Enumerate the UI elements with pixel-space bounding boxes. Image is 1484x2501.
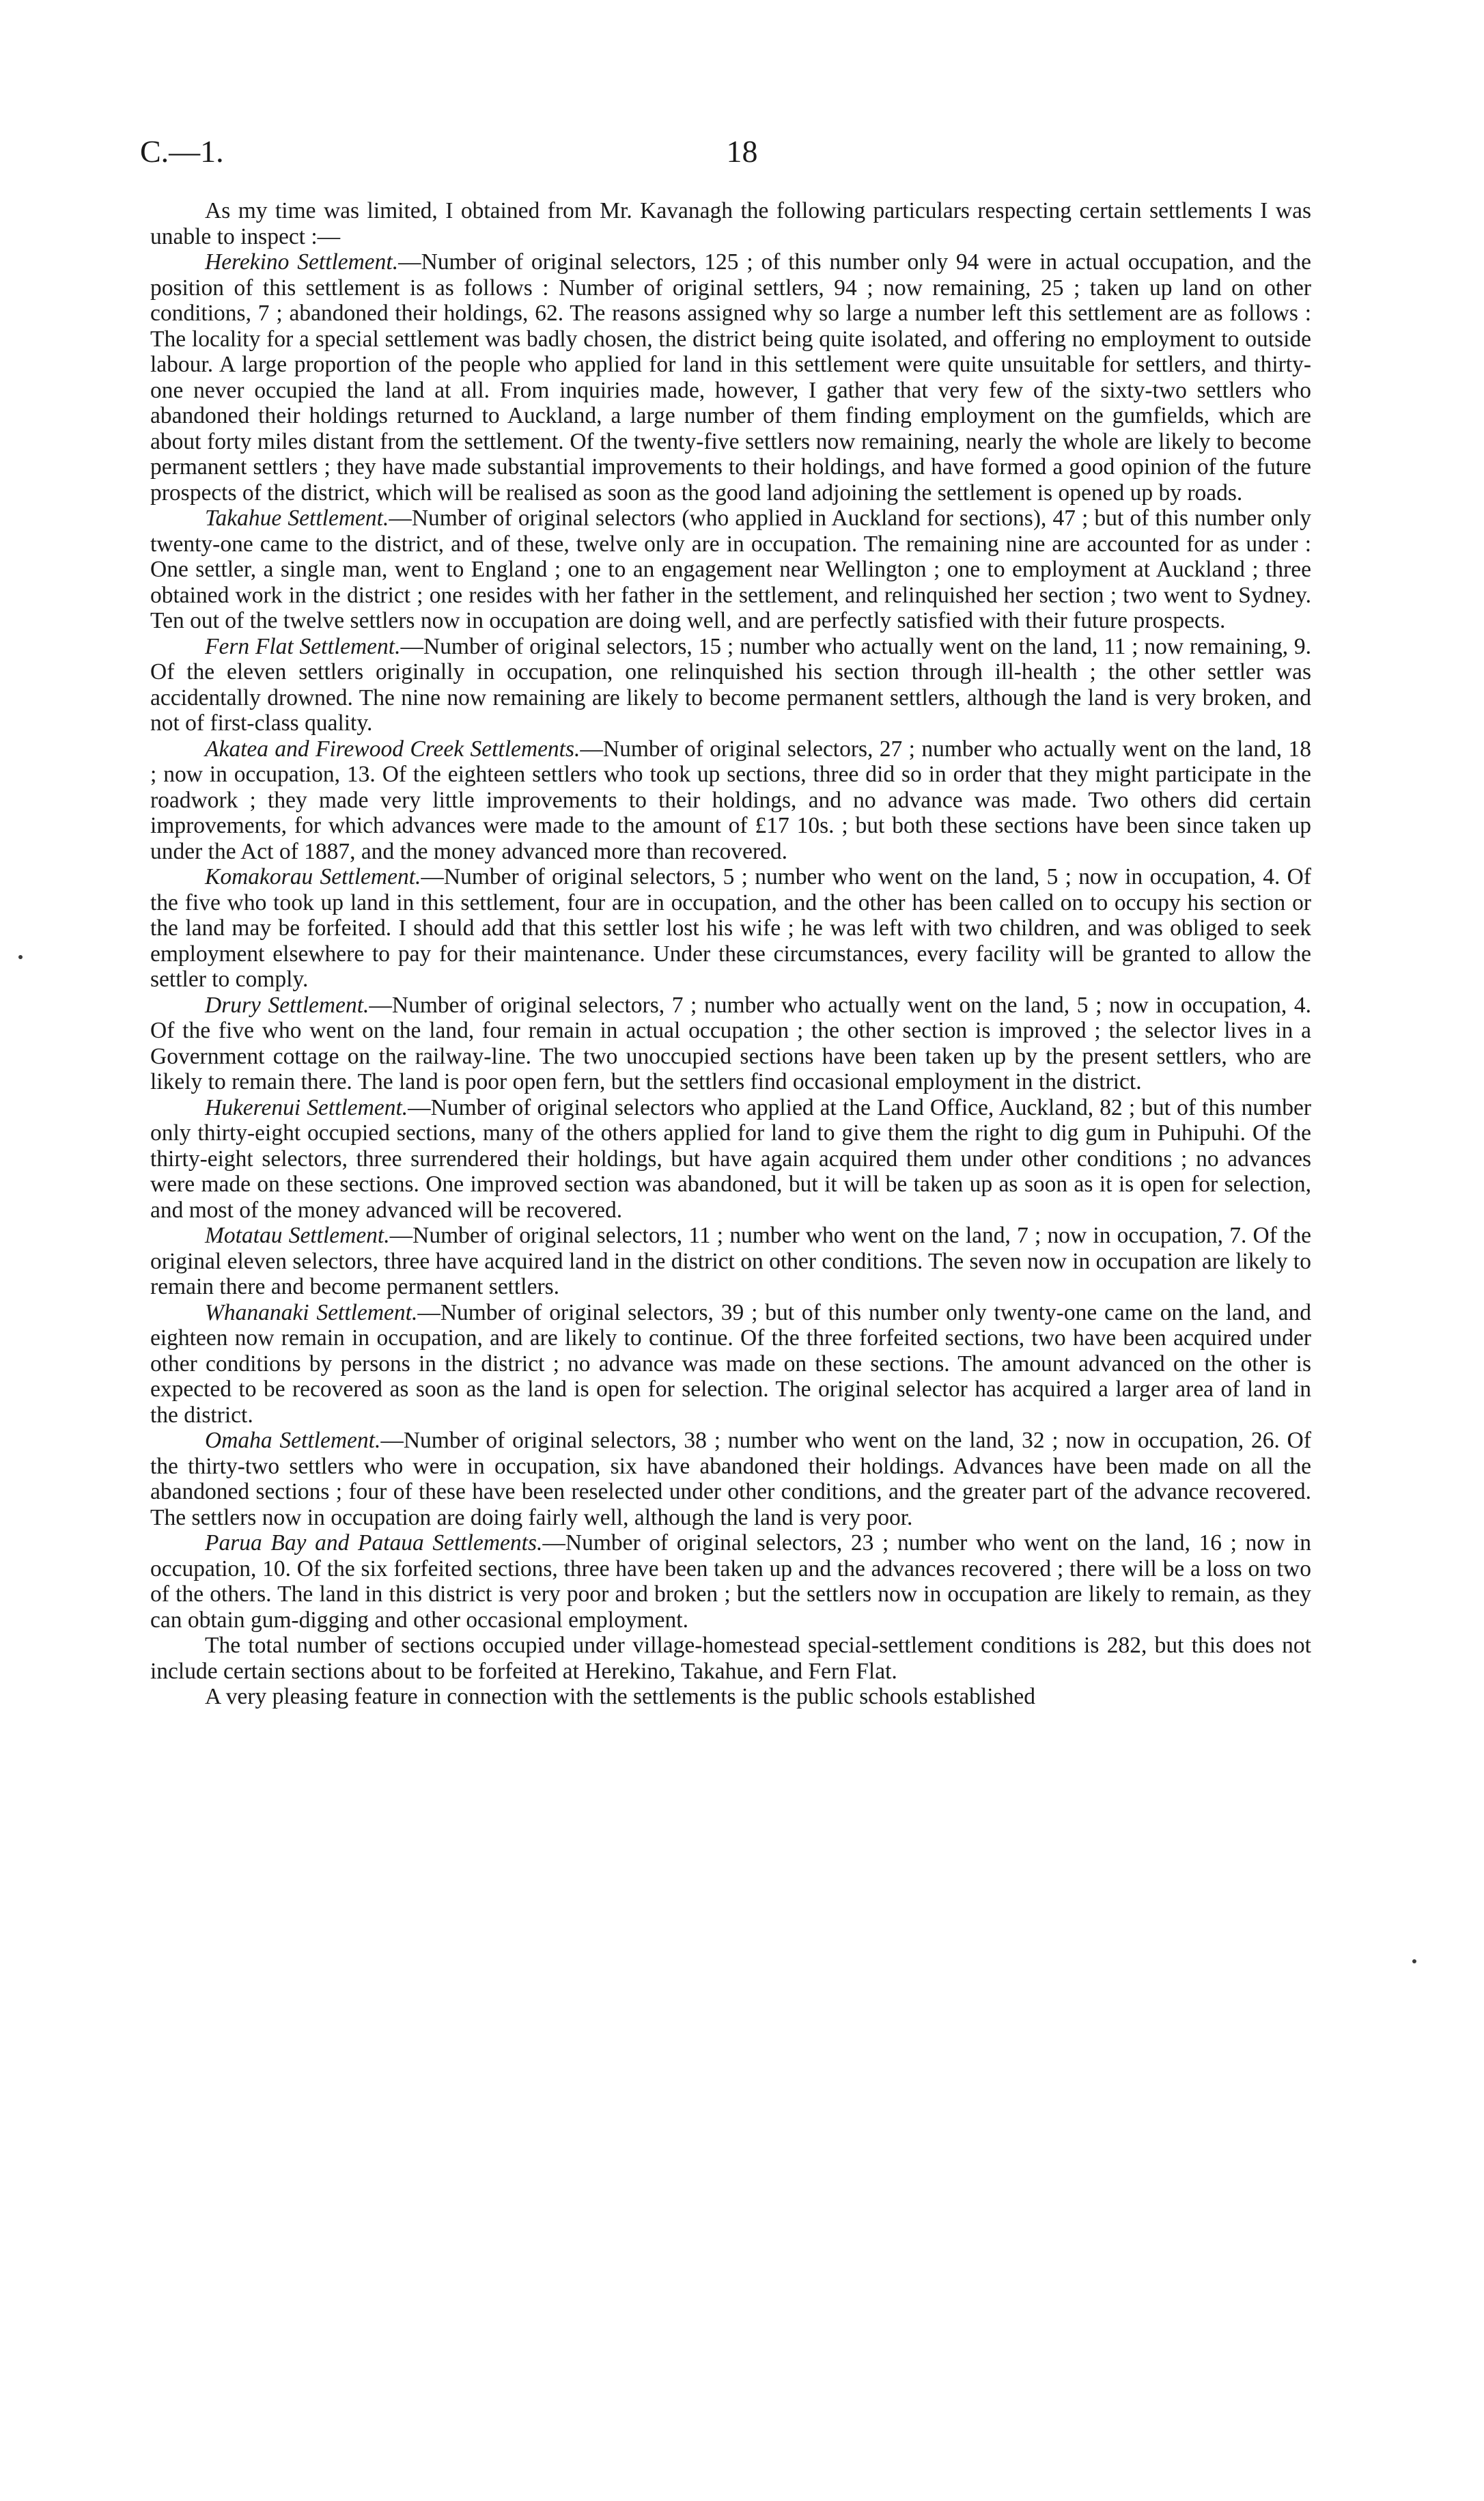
body-text xyxy=(150,198,1311,1710)
paragraph-text: —Number of original selectors, 5 ; number who went on the land, 5 ; now in occupation, 4. Of the five who took up land in this settlement, four are in occupation, and the other has been called on to occupy his section or the land may be forfeited. I should add that this settler lost his wife ; he was left with two children, and was obliged to seek employment elsewhere to pay for their maintenance. Under these circumstances, every facility will be granted to allow the settler to comply. xyxy=(150,864,1311,992)
paragraph-text: A very pleasing feature in connection with the settlements is the public schools established xyxy=(205,1684,1035,1709)
settlement-heading: Omaha Settlement. xyxy=(205,1428,381,1453)
paragraph-hukerenui xyxy=(150,1095,1311,1224)
paragraph-text: —Number of original selectors, 27 ; number who actually went on the land, 18 ; now in occupation, 13. Of the eighteen settlers who took up sections, three did so in order that they might participate in the roadwork ; they made very little improvements to their holdings, and no advance was made. Two others did certain improvements, for which advances were made to the amount of £17 10s. ; but both these sections have been since taken up under the Act of 1887, and the money advanced more than recovered. xyxy=(150,736,1311,864)
paragraph-fern-flat xyxy=(150,634,1311,736)
settlement-heading: Fern Flat Settlement. xyxy=(205,633,401,659)
running-head xyxy=(140,133,1344,174)
paragraph-intro xyxy=(150,198,1311,249)
paragraph-text: —Number of original selectors, 23 ; number who went on the land, 16 ; now in occupation, 10. Of the six forfeited sections, three have been taken up and the advances recovered ; there will be a loss on two of the others. The land in this district is very poor and broken ; but the settlers now in occupation are likely to remain, as they can obtain gum-digging and other occasional employment. xyxy=(150,1530,1311,1633)
paragraph-text: —Number of original selectors, 38 ; number who went on the land, 32 ; now in occupation, 26. Of the thirty-two settlers who were in occupation, six have abandoned their holdings. Advances have been made on all the abandoned sections ; four of these have been reselected under other conditions, and the greater part of the advance recovered. The settlers now in occupation are doing fairly well, although the land is very poor. xyxy=(150,1428,1311,1530)
paragraph-text: —Number of original selectors who applied at the Land Office, Auckland, 82 ; but of this number only thirty-eight occupied sections, many of the others applied for land to give them the right to dig gum in Puhipuhi. Of the thirty-eight selectors, three surrendered their holdings, but have again acquired them under other conditions ; no advances were made on these sections. One improved section was abandoned, but it will be taken up as soon as it is open for selection, and most of the money advanced will be recovered. xyxy=(150,1094,1311,1223)
paragraph-schools xyxy=(150,1684,1311,1710)
page-number: 18 xyxy=(726,134,758,169)
paragraph-text: —Number of original selectors, 125 ; of this number only 94 were in actual occupation, and the position of this settlement is as follows : Number of original settlers, 94 ; now remaining, 25 ; taken up land on other conditions, 7 ; abandoned their holdings, 62. The reasons assigned why so large a number left this settlement are as follows : The locality for a special settlement was badly chosen, the district being quite isolated, and offering no employment to outside labour. A large proportion of the people who applied for land in this settlement were quite unsuitable for settlers, and thirty-one never occupied the land at all. From inquiries made, however, I gather that very few of the sixty-two settlers who abandoned their holdings returned to Auckland, a large number of them finding employment on the gumfields, which are about forty miles distant from the settlement. Of the twenty-five settlers now remaining, nearly the whole are likely to become permanent settlers ; they have made substantial improvements to their holdings, and have formed a good opinion of the future prospects of the district, which will be realised as soon as the good land adjoining the settlement is opened up by roads. xyxy=(150,249,1312,506)
paragraph-whananaki xyxy=(150,1300,1311,1428)
paragraph-text: —Number of original selectors, 39 ; but of this number only twenty-one came on the land, and eighteen now remain in occupation, and are likely to continue. Of the three forfeited sections, two have been acquired under other conditions by persons in the district ; no advance was made on these sections. The amount advanced on the other is expected to be recovered as soon as the land is open for selection. The original selector has acquired a larger area of land in the district. xyxy=(150,1299,1311,1428)
paragraph-text: —Number of original selectors, 15 ; number who actually went on the land, 11 ; now remaining, 9. Of the eleven settlers originally in occupation, one relinquished his section through ill-health ; the other settler was accidentally drowned. The nine now remaining are likely to become permanent settlers, although the land is very broken, and not of first-class quality. xyxy=(150,633,1311,736)
paragraph-takahue xyxy=(150,506,1311,634)
settlement-heading: Herekino Settlement. xyxy=(205,249,399,275)
settlement-heading: Akatea and Firewood Creek Settlements. xyxy=(205,736,580,762)
settlement-heading: Takahue Settlement. xyxy=(205,506,389,531)
paragraph-drury xyxy=(150,993,1311,1095)
settlement-heading: Hukerenui Settlement. xyxy=(205,1094,408,1120)
settlement-heading: Parua Bay and Pataua Settlements. xyxy=(205,1530,543,1556)
paragraph-text: —Number of original selectors, 7 ; number who actually went on the land, 5 ; now in occupation, 4. Of the five who went on the land, four remain in actual occupation ; the other section is improved ; the selector lives in a Government cottage on the railway-line. The two unoccupied sections have been taken up by the present settlers, who are likely to remain there. The land is poor open fern, but the settlers find occasional employment in the district. xyxy=(150,992,1311,1094)
report-code: C.—1. xyxy=(140,134,224,169)
paragraph-komakorau xyxy=(150,864,1311,993)
paragraph-parua-bay xyxy=(150,1530,1311,1633)
scan-speck xyxy=(18,955,23,959)
settlement-heading: Whananaki Settlement. xyxy=(205,1299,418,1325)
paragraph-text: —Number of original selectors (who applied in Auckland for sections), 47 ; but of this number only twenty-one came to the district, and of these, twelve only are in occupation. The remaining nine are accounted for as under : One settler, a single man, went to England ; one to an engagement near Wellington ; one to employment at Auckland ; three obtained work in the district ; one resides with her father in the settlement, and relinquished her section ; two went to Sydney. Ten out of the twelve settlers now in occupation are doing well, and are perfectly satisfied with their future prospects. xyxy=(150,506,1312,633)
settlement-heading: Motatau Settlement. xyxy=(205,1223,390,1248)
scan-speck xyxy=(1412,1959,1416,1963)
paragraph-herekino xyxy=(150,249,1311,506)
settlement-heading: Drury Settlement. xyxy=(205,992,369,1018)
paragraph-text: —Number of original selectors, 11 ; number who went on the land, 7 ; now in occupation, 7. Of the original eleven selectors, three have acquired land in the district on other conditions. The seven now in occupation are likely to remain there and become permanent settlers. xyxy=(150,1223,1311,1299)
paragraph-total xyxy=(150,1633,1311,1684)
settlement-heading: Komakorau Settlement. xyxy=(205,864,421,889)
paragraph-akatea xyxy=(150,736,1311,865)
paragraph-motatau xyxy=(150,1223,1311,1300)
paragraph-text: The total number of sections occupied under village-homestead special-settlement conditions is 282, but this does not include certain sections about to be forfeited at Herekino, Takahue, and Fern Flat. xyxy=(150,1633,1311,1684)
paragraph-omaha xyxy=(150,1428,1311,1530)
paragraph-text: As my time was limited, I obtained from Mr. Kavanagh the following particulars respecting certain settlements I was unable to inspect :— xyxy=(150,198,1311,249)
